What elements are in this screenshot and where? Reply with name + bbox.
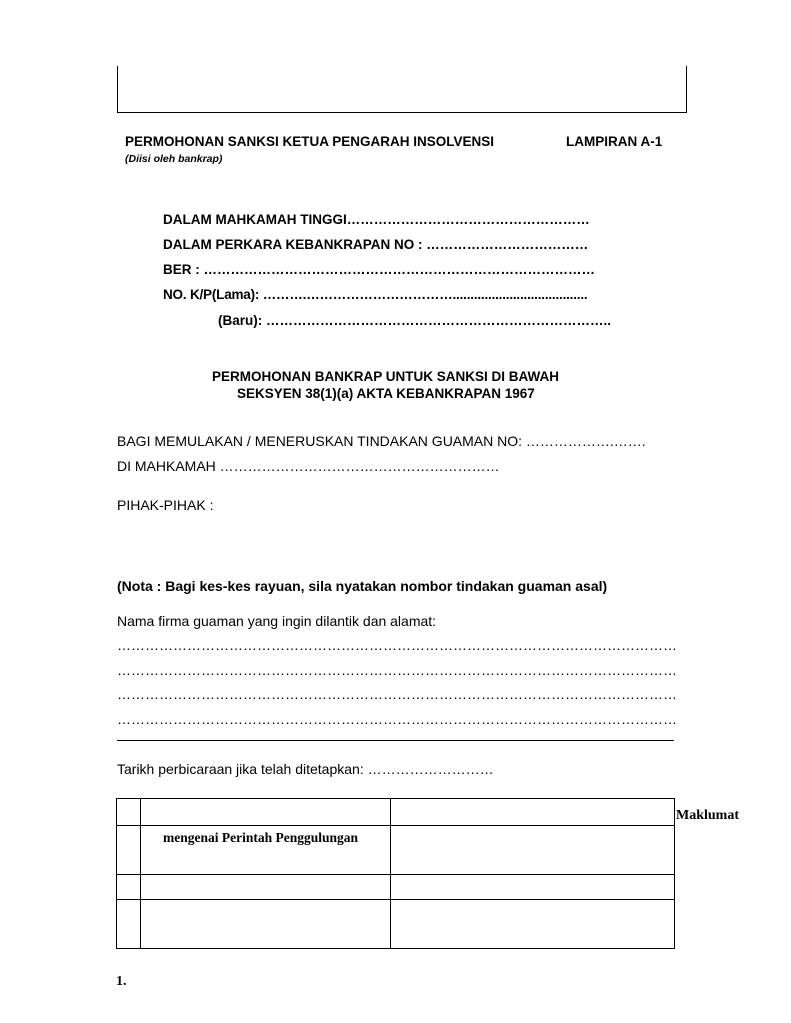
info-table bbox=[116, 798, 675, 949]
table-cell bbox=[141, 875, 391, 900]
form-subtitle: (Diisi oleh bankrap) bbox=[125, 153, 223, 165]
hearing-date-line: Tarikh perbicaraan jika telah ditetapkan: ……………………… bbox=[117, 761, 494, 777]
appendix-label: LAMPIRAN A-1 bbox=[566, 134, 663, 149]
bankruptcy-case-line: DALAM PERKARA KEBANKRAPAN NO : ……………………………… bbox=[163, 237, 589, 252]
table-row bbox=[117, 826, 675, 875]
appeal-note: (Nota : Bagi kes-kes rayuan, sila nyatakan nombor tindakan guaman asal) bbox=[117, 578, 608, 594]
table-cell bbox=[391, 900, 675, 949]
table-row bbox=[117, 799, 675, 826]
dotted-line-3: ………………………………………………………………………………………………………… bbox=[117, 686, 677, 702]
high-court-line: DALAM MAHKAMAH TINGGI……………………………………………… bbox=[163, 212, 590, 227]
form-title: PERMOHONAN SANKSI KETUA PENGARAH INSOLVENSI bbox=[125, 134, 495, 149]
law-firm-label: Nama firma guaman yang ingin dilantik dan alamat: bbox=[117, 613, 437, 629]
table-cell bbox=[117, 900, 141, 949]
top-bordered-box bbox=[117, 66, 687, 113]
winding-up-order-label: mengenai Perintah Penggulungan bbox=[163, 830, 359, 845]
parties-label: PIHAK-PIHAK : bbox=[117, 497, 214, 513]
dotted-line-4: ………………………………………………………………………………………………………… bbox=[117, 711, 677, 727]
table-cell bbox=[391, 875, 675, 900]
court-name-line: DI MAHKAMAH …………………………………………………… bbox=[117, 458, 500, 474]
dotted-line-2: ………………………………………………………………………………………………………… bbox=[117, 662, 677, 678]
ic-new-line: (Baru): ………………………………………………………………….. bbox=[218, 313, 611, 328]
table-cell bbox=[117, 826, 141, 875]
table-cell bbox=[117, 875, 141, 900]
maklumat-label: Maklumat bbox=[676, 808, 739, 823]
application-title-line1: PERMOHONAN BANKRAP UNTUK SANKSI DI BAWAH bbox=[212, 369, 560, 384]
table-cell bbox=[141, 799, 391, 826]
table-cell bbox=[391, 799, 675, 826]
separator-rule bbox=[117, 740, 674, 741]
table-row bbox=[117, 900, 675, 949]
page-item-number: 1. bbox=[116, 974, 127, 989]
table-row bbox=[117, 875, 675, 900]
dotted-line-1: ………………………………………………………………………………………………………… bbox=[117, 637, 677, 653]
table-cell bbox=[391, 826, 675, 875]
table-cell bbox=[141, 826, 391, 875]
application-title-line2: SEKSYEN 38(1)(a) AKTA KEBANKRAPAN 1967 bbox=[237, 386, 535, 401]
ber-line: BER : …………………………………………………………………………… bbox=[163, 262, 595, 277]
ic-old-line: NO. K/P(Lama): ……….……………………………...................................... bbox=[163, 287, 588, 302]
legal-action-line: BAGI MEMULAKAN / MENERUSKAN TINDAKAN GUAMAN NO: ……………….……. bbox=[117, 433, 646, 449]
table-cell bbox=[117, 799, 141, 826]
table-cell bbox=[141, 900, 391, 949]
